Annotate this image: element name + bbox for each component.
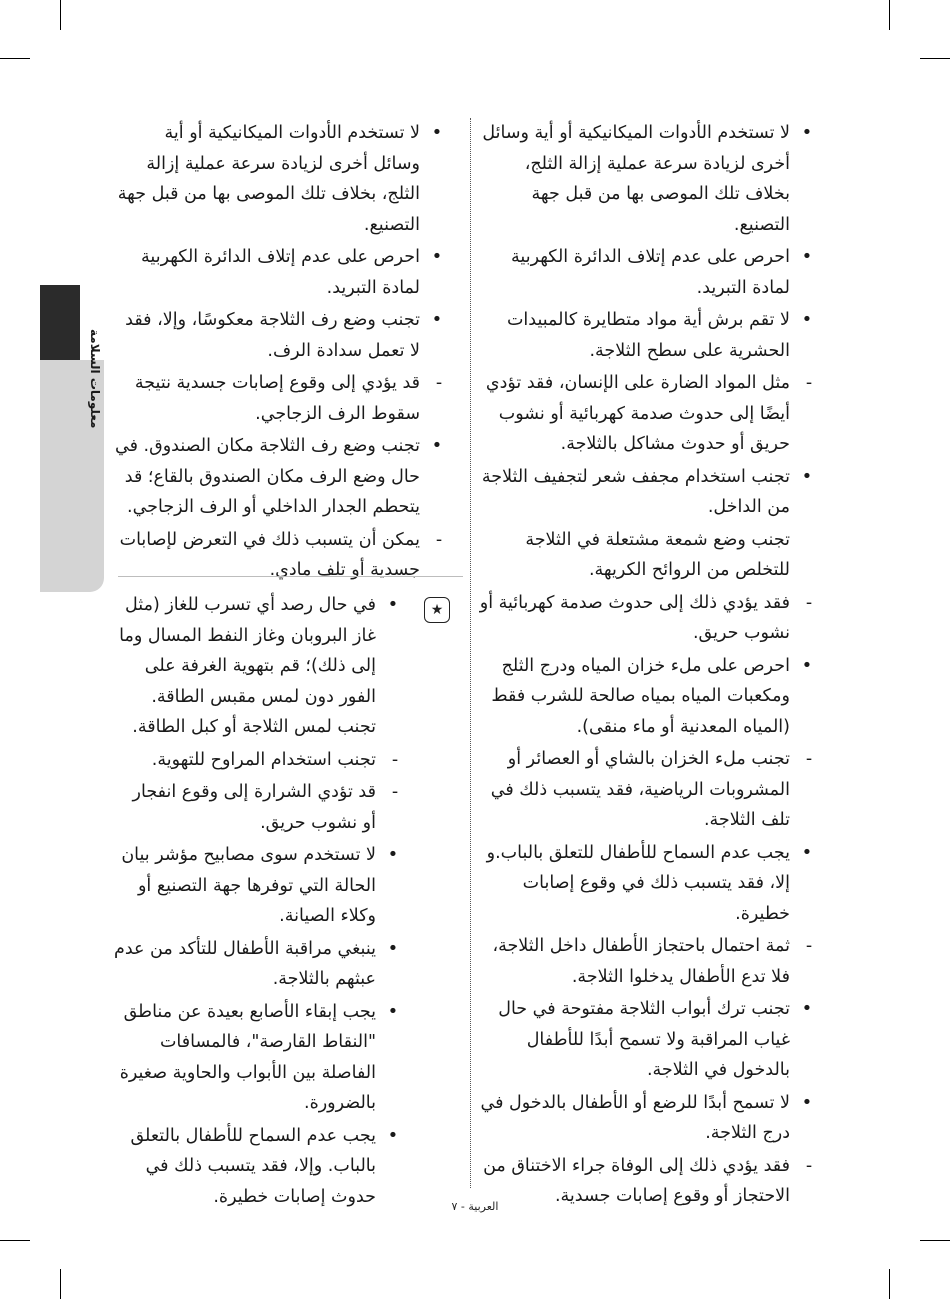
dash-item: - فقد يؤدي ذلك إلى حدوث صدمة كهربائية أو نشوب حريق. — [476, 588, 814, 649]
crop-mark — [60, 0, 61, 30]
left-column-top-list — [114, 118, 444, 586]
bullet-item: • لا تستخدم الأدوات الميكانيكية أو أية وسائل أخرى لزيادة سرعة عملية إزالة الثلج، بخلاف تلك الموصى بها من قبل جهة التصنيع. — [476, 118, 814, 240]
page-footer: العربية - ٧ — [451, 1200, 499, 1213]
bullet-item: • لا تستخدم الأدوات الميكانيكية أو أية وسائل أخرى لزيادة سرعة عملية إزالة الثلج، بخلاف تلك الموصى بها من قبل جهة التصنيع. — [114, 118, 444, 240]
bullet-item: • احرص على عدم إتلاف الدائرة الكهربية لمادة التبريد. — [476, 242, 814, 303]
section-divider — [118, 576, 463, 577]
crop-mark — [889, 0, 890, 30]
crop-mark — [0, 58, 30, 59]
bullet-item: • في حال رصد أي تسرب للغاز (مثل غاز البروبان وغاز النفط المسال وما إلى ذلك)؛ قم بتهوية الغرفة على الفور دون لمس مقبس الطاقة. تجنب لمس الثلاجة أو كبل الطاقة. — [114, 590, 400, 743]
dash-item: - يمكن أن يتسبب ذلك في التعرض لإصابات جسدية أو تلف مادي. — [114, 525, 444, 586]
bullet-item: • لا تستخدم سوى مصابيح مؤشر بيان الحالة التي توفرها جهة التصنيع أو وكلاء الصيانة. — [114, 840, 400, 932]
crop-mark — [889, 1269, 890, 1299]
dash-item: - تجنب استخدام المراوح للتهوية. — [114, 745, 400, 776]
left-column-bottom — [114, 590, 400, 1212]
bullet-item: • تجنب استخدام مجفف شعر لتجفيف الثلاجة من الداخل. — [476, 462, 814, 523]
bullet-item: • يجب عدم السماح للأطفال للتعلق بالباب.و إلا، فقد يتسبب ذلك في وقوع إصابات خطيرة. — [476, 838, 814, 930]
bullet-item: • ينبغي مراقبة الأطفال للتأكد من عدم عبثهم بالثلاجة. — [114, 934, 400, 995]
crop-mark — [0, 1240, 30, 1241]
right-column-list — [476, 118, 814, 1212]
dash-item: - مثل المواد الضارة على الإنسان، فقد تؤدي أيضًا إلى حدوث صدمة كهربائية أو نشوب حريق أو حدوث مشاكل بالثلاجة. — [476, 368, 814, 460]
left-column-bottom-list — [114, 590, 400, 1212]
bullet-item: • يجب عدم السماح للأطفال بالتعلق بالباب. وإلا، فقد يتسبب ذلك في حدوث إصابات خطيرة. — [114, 1121, 400, 1213]
left-column-top — [114, 118, 444, 586]
side-tab-label: معلومات السلامة — [88, 328, 102, 428]
bullet-item: • تجنب ترك أبواب الثلاجة مفتوحة في حال غياب المراقبة ولا تسمح أبدًا للأطفال بالدخول في الثلاجة. — [476, 994, 814, 1086]
bullet-item: • يجب إبقاء الأصابع بعيدة عن مناطق "النقاط القارصة"، فالمسافات الفاصلة بين الأبواب والحاوية صغيرة بالضرورة. — [114, 997, 400, 1119]
dash-item: - قد تؤدي الشرارة إلى وقوع انفجار أو نشوب حريق. — [114, 777, 400, 838]
right-column — [476, 118, 814, 1212]
bullet-item: • تجنب وضع رف الثلاجة معكوسًا، وإلا، فقد لا تعمل سدادة الرف. — [114, 305, 444, 366]
indent-item: تجنب وضع شمعة مشتعلة في الثلاجة للتخلص من الروائح الكريهة. — [525, 529, 790, 580]
bullet-item: • لا تقم برش أية مواد متطايرة كالمبيدات الحشرية على سطح الثلاجة. — [476, 305, 814, 366]
star-warning-icon: ★ — [424, 597, 450, 623]
dash-item: - قد يؤدي إلى وقوع إصابات جسدية نتيجة سقوط الرف الزجاجي. — [114, 368, 444, 429]
dash-item: - فقد يؤدي ذلك إلى الوفاة جراء الاختناق من الاحتجاز أو وقوع إصابات جسدية. — [476, 1151, 814, 1212]
dash-item: - ثمة احتمال باحتجاز الأطفال داخل الثلاجة، فلا تدع الأطفال يدخلوا الثلاجة. — [476, 931, 814, 992]
dash-item: - تجنب ملء الخزان بالشاي أو العصائر أو المشروبات الرياضية، فقد يتسبب ذلك في تلف الثلاجة. — [476, 744, 814, 836]
bullet-item: • احرص على ملء خزان المياه ودرج الثلج ومكعبات المياه بمياه صالحة للشرب فقط (المياه المعدنية أو ماء منقى). — [476, 651, 814, 743]
crop-mark — [920, 58, 950, 59]
bullet-item: • لا تسمح أبدًا للرضع أو الأطفال بالدخول في درج الثلاجة. — [476, 1088, 814, 1149]
bullet-item: • احرص على عدم إتلاف الدائرة الكهربية لمادة التبريد. — [114, 242, 444, 303]
crop-mark — [60, 1269, 61, 1299]
bullet-item: • تجنب وضع رف الثلاجة مكان الصندوق. في حال وضع الرف مكان الصندوق بالقاع؛ قد يتحطم الجدار الداخلي أو الرف الزجاجي. — [114, 431, 444, 523]
side-tab-dark — [40, 285, 80, 360]
column-divider — [470, 118, 471, 1188]
crop-mark — [920, 1240, 950, 1241]
